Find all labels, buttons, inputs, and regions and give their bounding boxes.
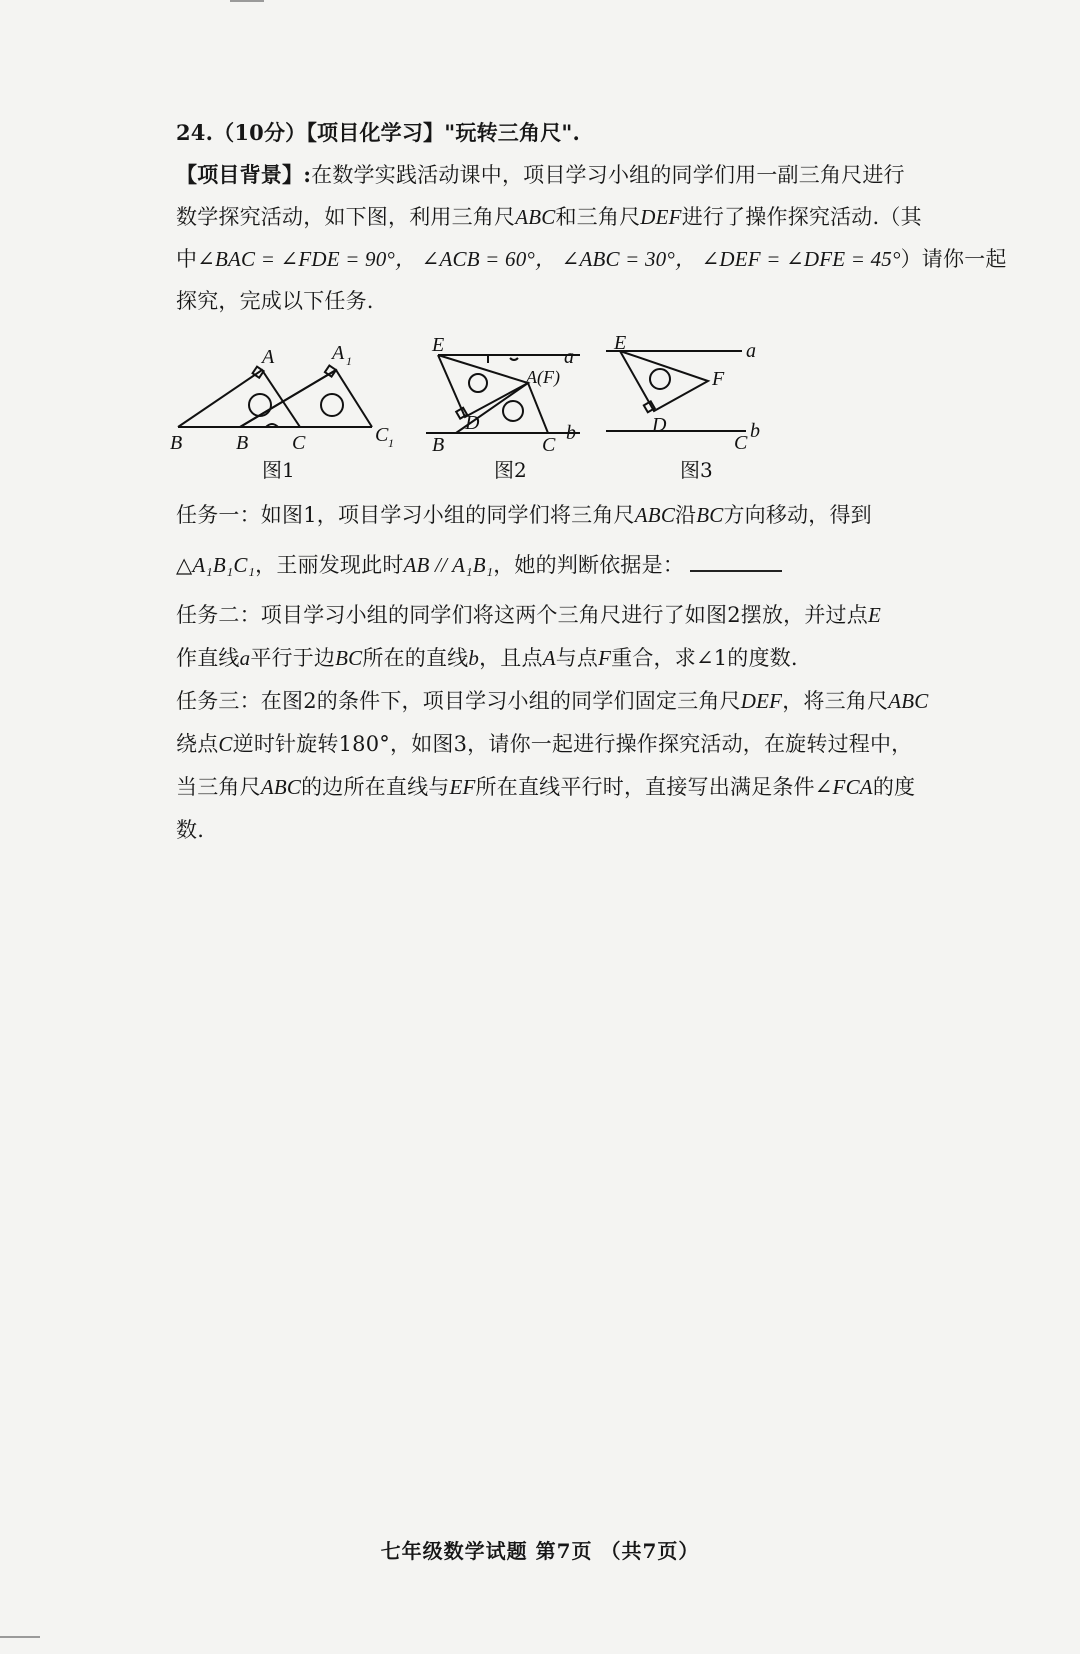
scan-mark-bottom bbox=[0, 1636, 40, 1638]
fig2-label-b-line: b bbox=[566, 422, 576, 444]
task1-parallel: AB // A₁B₁ bbox=[403, 553, 494, 577]
background-line-4: 探究，完成以下任务. bbox=[176, 289, 374, 313]
task2-line-b: b bbox=[468, 646, 480, 670]
fig1-label-b: B bbox=[170, 432, 183, 454]
task2-text-2a: 作直线 bbox=[176, 646, 240, 670]
task2-text-1: 任务二：项目学习小组的同学们将这两个三角尺进行了如图2摆放，并过点 bbox=[176, 603, 868, 627]
task3-def: DEF bbox=[740, 689, 783, 713]
task3-abc: ABC bbox=[888, 689, 929, 713]
background-label: 【项目背景】: bbox=[176, 162, 312, 187]
task1-text-d: ，王丽发现此时 bbox=[255, 553, 404, 577]
task3-text-3d: 的度 bbox=[872, 775, 916, 799]
fig1-label-a1: A bbox=[332, 342, 345, 364]
background-text-2b: 和三角尺 bbox=[555, 205, 641, 229]
fig2-caption: 图2 bbox=[494, 458, 527, 482]
task1-bc: BC bbox=[696, 503, 724, 527]
task3-line-1 bbox=[176, 686, 929, 716]
task3-text-1b: ，将三角尺 bbox=[782, 689, 889, 713]
figures-svg bbox=[170, 332, 820, 515]
triangle-abc-label: ABC bbox=[515, 205, 556, 229]
page-footer: 七年级数学试题 第7页 （共7页） bbox=[380, 1539, 700, 1563]
task3-text-2b: 逆时针旋转180°，如图3，请你一起进行操作探究活动，在旋转过程中， bbox=[232, 732, 913, 756]
fig3-caption: 图3 bbox=[680, 458, 713, 482]
fig2-label-af: A(F) bbox=[526, 367, 560, 387]
task2-line-1 bbox=[176, 600, 916, 630]
task2-point-f: F bbox=[598, 646, 612, 670]
fig2-label-c: C bbox=[542, 434, 556, 456]
fig1-label-c1-sub: 1 bbox=[388, 436, 394, 450]
task3-line-4: 数. bbox=[176, 818, 205, 842]
scan-mark-top bbox=[230, 0, 264, 2]
task3-abc-2: ABC bbox=[260, 775, 302, 799]
fig1-label-c: C bbox=[292, 432, 306, 454]
task2-text-2d: ，且点 bbox=[479, 646, 543, 670]
task2-text-2f: 重合，求∠1的度数. bbox=[611, 646, 798, 670]
fig3-label-a: a bbox=[746, 340, 756, 362]
task2-text-2b: 平行于边 bbox=[250, 646, 336, 670]
task1-abc: ABC bbox=[634, 503, 676, 527]
fig1-label-b1: B bbox=[236, 432, 249, 454]
answer-blank[interactable] bbox=[690, 552, 782, 572]
task1-triangle: △A₁B₁C₁ bbox=[176, 553, 256, 577]
triangle-def-label: DEF bbox=[640, 205, 682, 229]
task1-text-a: 任务一：如图1，项目学习小组的同学们将三角尺 bbox=[176, 503, 635, 527]
fig2-label-b-point: B bbox=[432, 434, 445, 456]
task2-point-a: A bbox=[542, 646, 556, 670]
task2-text-2c: 所在的直线 bbox=[362, 646, 469, 670]
task3-text-3c: 所在直线平行时，直接写出满足条件 bbox=[475, 775, 815, 799]
problem-header: 24.（10分）【项目化学习】"玩转三角尺". bbox=[176, 120, 581, 145]
task3-text-1a: 任务三：在图2的条件下，项目学习小组的同学们固定三角尺 bbox=[176, 689, 741, 713]
background-text-1: 在数学实践活动课中，项目学习小组的同学们用一副三角尺进行 bbox=[311, 163, 905, 187]
background-text-2a: 数学探究活动，如下图，利用三角尺 bbox=[176, 205, 516, 229]
background-text-3a: 中 bbox=[176, 247, 198, 271]
task1-line-1 bbox=[176, 500, 916, 530]
fig2-label-e: E bbox=[432, 334, 445, 356]
figures-row bbox=[170, 332, 820, 515]
fig3-label-c: C bbox=[734, 432, 748, 454]
task3-ef: EF bbox=[449, 775, 476, 799]
task3-line-2 bbox=[176, 729, 916, 759]
task2-line-a: a bbox=[239, 646, 251, 670]
task2-text-2e: 与点 bbox=[555, 646, 599, 670]
task1-text-c: 方向移动，得到 bbox=[723, 503, 872, 527]
task2-bc: BC bbox=[335, 646, 363, 670]
fig1-caption: 图1 bbox=[262, 458, 295, 482]
background-line-3 bbox=[176, 244, 1007, 274]
background-text-3b: ）请你一起 bbox=[900, 247, 1007, 271]
task3-point-c: C bbox=[218, 732, 233, 756]
background-line-1 bbox=[176, 160, 916, 190]
fig1-label-a: A bbox=[262, 346, 275, 368]
task2-point-e: E bbox=[867, 603, 881, 627]
fig3-label-f: F bbox=[712, 368, 725, 390]
fig1-labels bbox=[170, 342, 394, 482]
background-line-2 bbox=[176, 202, 922, 232]
fig3-label-e: E bbox=[614, 332, 627, 354]
task3-text-2a: 绕点 bbox=[176, 732, 219, 756]
angle-conditions: ∠BAC = ∠FDE = 90°， ∠ACB = 60°， ∠ABC = 30°， ∠DEF = ∠DFE = 45° bbox=[197, 247, 901, 271]
background-text-2c: 进行了操作探究活动.（其 bbox=[681, 205, 922, 229]
fig3-label-b: b bbox=[750, 420, 760, 442]
fig2-label-a: a bbox=[564, 346, 574, 368]
fig1-label-c1: C bbox=[375, 424, 389, 446]
task3-line-3 bbox=[176, 772, 916, 802]
fig3-labels bbox=[613, 332, 760, 482]
fig1-label-a1-sub: 1 bbox=[346, 354, 352, 368]
task3-text-3b: 的边所在直线与 bbox=[301, 775, 450, 799]
task3-angle-fca: ∠FCA bbox=[814, 775, 873, 799]
task3-text-3a: 当三角尺 bbox=[176, 775, 261, 799]
task1-line-2 bbox=[176, 550, 916, 580]
task1-text-e: ，她的判断依据是： bbox=[493, 553, 685, 577]
fig2-label-d: D bbox=[465, 412, 480, 434]
task2-line-2 bbox=[176, 643, 916, 673]
task1-text-b: 沿 bbox=[675, 503, 697, 527]
fig3-label-d: D bbox=[652, 414, 667, 436]
